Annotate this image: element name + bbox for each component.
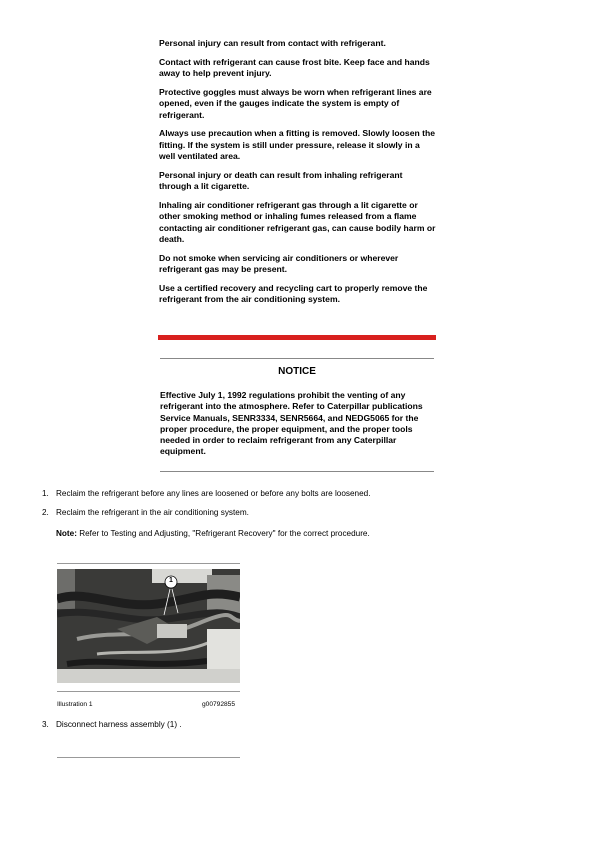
note xyxy=(56,528,370,539)
note-text: Refer to Testing and Adjusting, "Refrigerant Recovery" for the correct procedure. xyxy=(76,529,370,538)
figure-caption: Illustration 1 xyxy=(57,701,93,708)
figure-divider-caption xyxy=(57,691,240,692)
step-number: 3. xyxy=(42,720,49,729)
step-number: 1. xyxy=(42,489,49,498)
warning-paragraph: Inhaling air conditioner refrigerant gas through a lit cigarette or other smoking method or inhaling fumes released from a flame contacting air conditioner refrigerant gas, can cause bodily harm or death. xyxy=(159,199,436,244)
warning-block xyxy=(159,38,437,313)
figure-divider-top xyxy=(57,563,240,564)
warning-end-bar xyxy=(158,335,436,340)
figure-divider-bottom xyxy=(57,757,240,758)
notice-divider-bottom xyxy=(160,471,434,472)
warning-paragraph: Personal injury can result from contact with refrigerant. xyxy=(159,38,386,48)
step-text: Reclaim the refrigerant in the air conditioning system. xyxy=(56,508,249,517)
warning-paragraph: Protective goggles must always be worn when refrigerant lines are opened, even if the gauges indicate the system is empty of refrigerant. xyxy=(159,86,432,120)
step-1 xyxy=(42,488,371,499)
harness-photo xyxy=(57,569,240,683)
step-text: Disconnect harness assembly (1) . xyxy=(56,720,182,729)
notice-divider-top xyxy=(160,358,434,359)
warning-paragraph: Personal injury or death can result from inhaling refrigerant through a lit cigarette. xyxy=(159,169,403,191)
step-text: Reclaim the refrigerant before any lines are loosened or before any bolts are loosened. xyxy=(56,489,371,498)
step-number: 2. xyxy=(42,508,49,517)
step-3 xyxy=(42,719,182,730)
warning-paragraph: Contact with refrigerant can cause frost bite. Keep face and hands away to help prevent injury. xyxy=(159,56,430,78)
warning-paragraph: Use a certified recovery and recycling cart to properly remove the refrigerant from the air conditioning system. xyxy=(159,282,428,304)
figure-id: g00792855 xyxy=(202,701,236,708)
warning-paragraph: Do not smoke when servicing air conditioners or wherever refrigerant gas may be present. xyxy=(159,252,399,274)
notice-text: Effective July 1, 1992 regulations prohibit the venting of any refrigerant into the atmosphere. Refer to Caterpillar publications Service Manuals, SENR3334, SENR5664, and NEDG5065 for the proper procedure, the proper equipment, and the proper tools needed in order to reclaim refrigerant from any Caterpillar equipment. xyxy=(160,390,423,457)
step-2 xyxy=(42,507,249,518)
notice-title: NOTICE xyxy=(278,366,316,377)
figure-callout-label: 1 xyxy=(169,577,173,584)
note-label: Note: xyxy=(56,529,77,538)
warning-paragraph: Always use precaution when a fitting is removed. Slowly loosen the fitting. If the system is still under pressure, release it slowly in a well ventilated area. xyxy=(159,128,436,161)
